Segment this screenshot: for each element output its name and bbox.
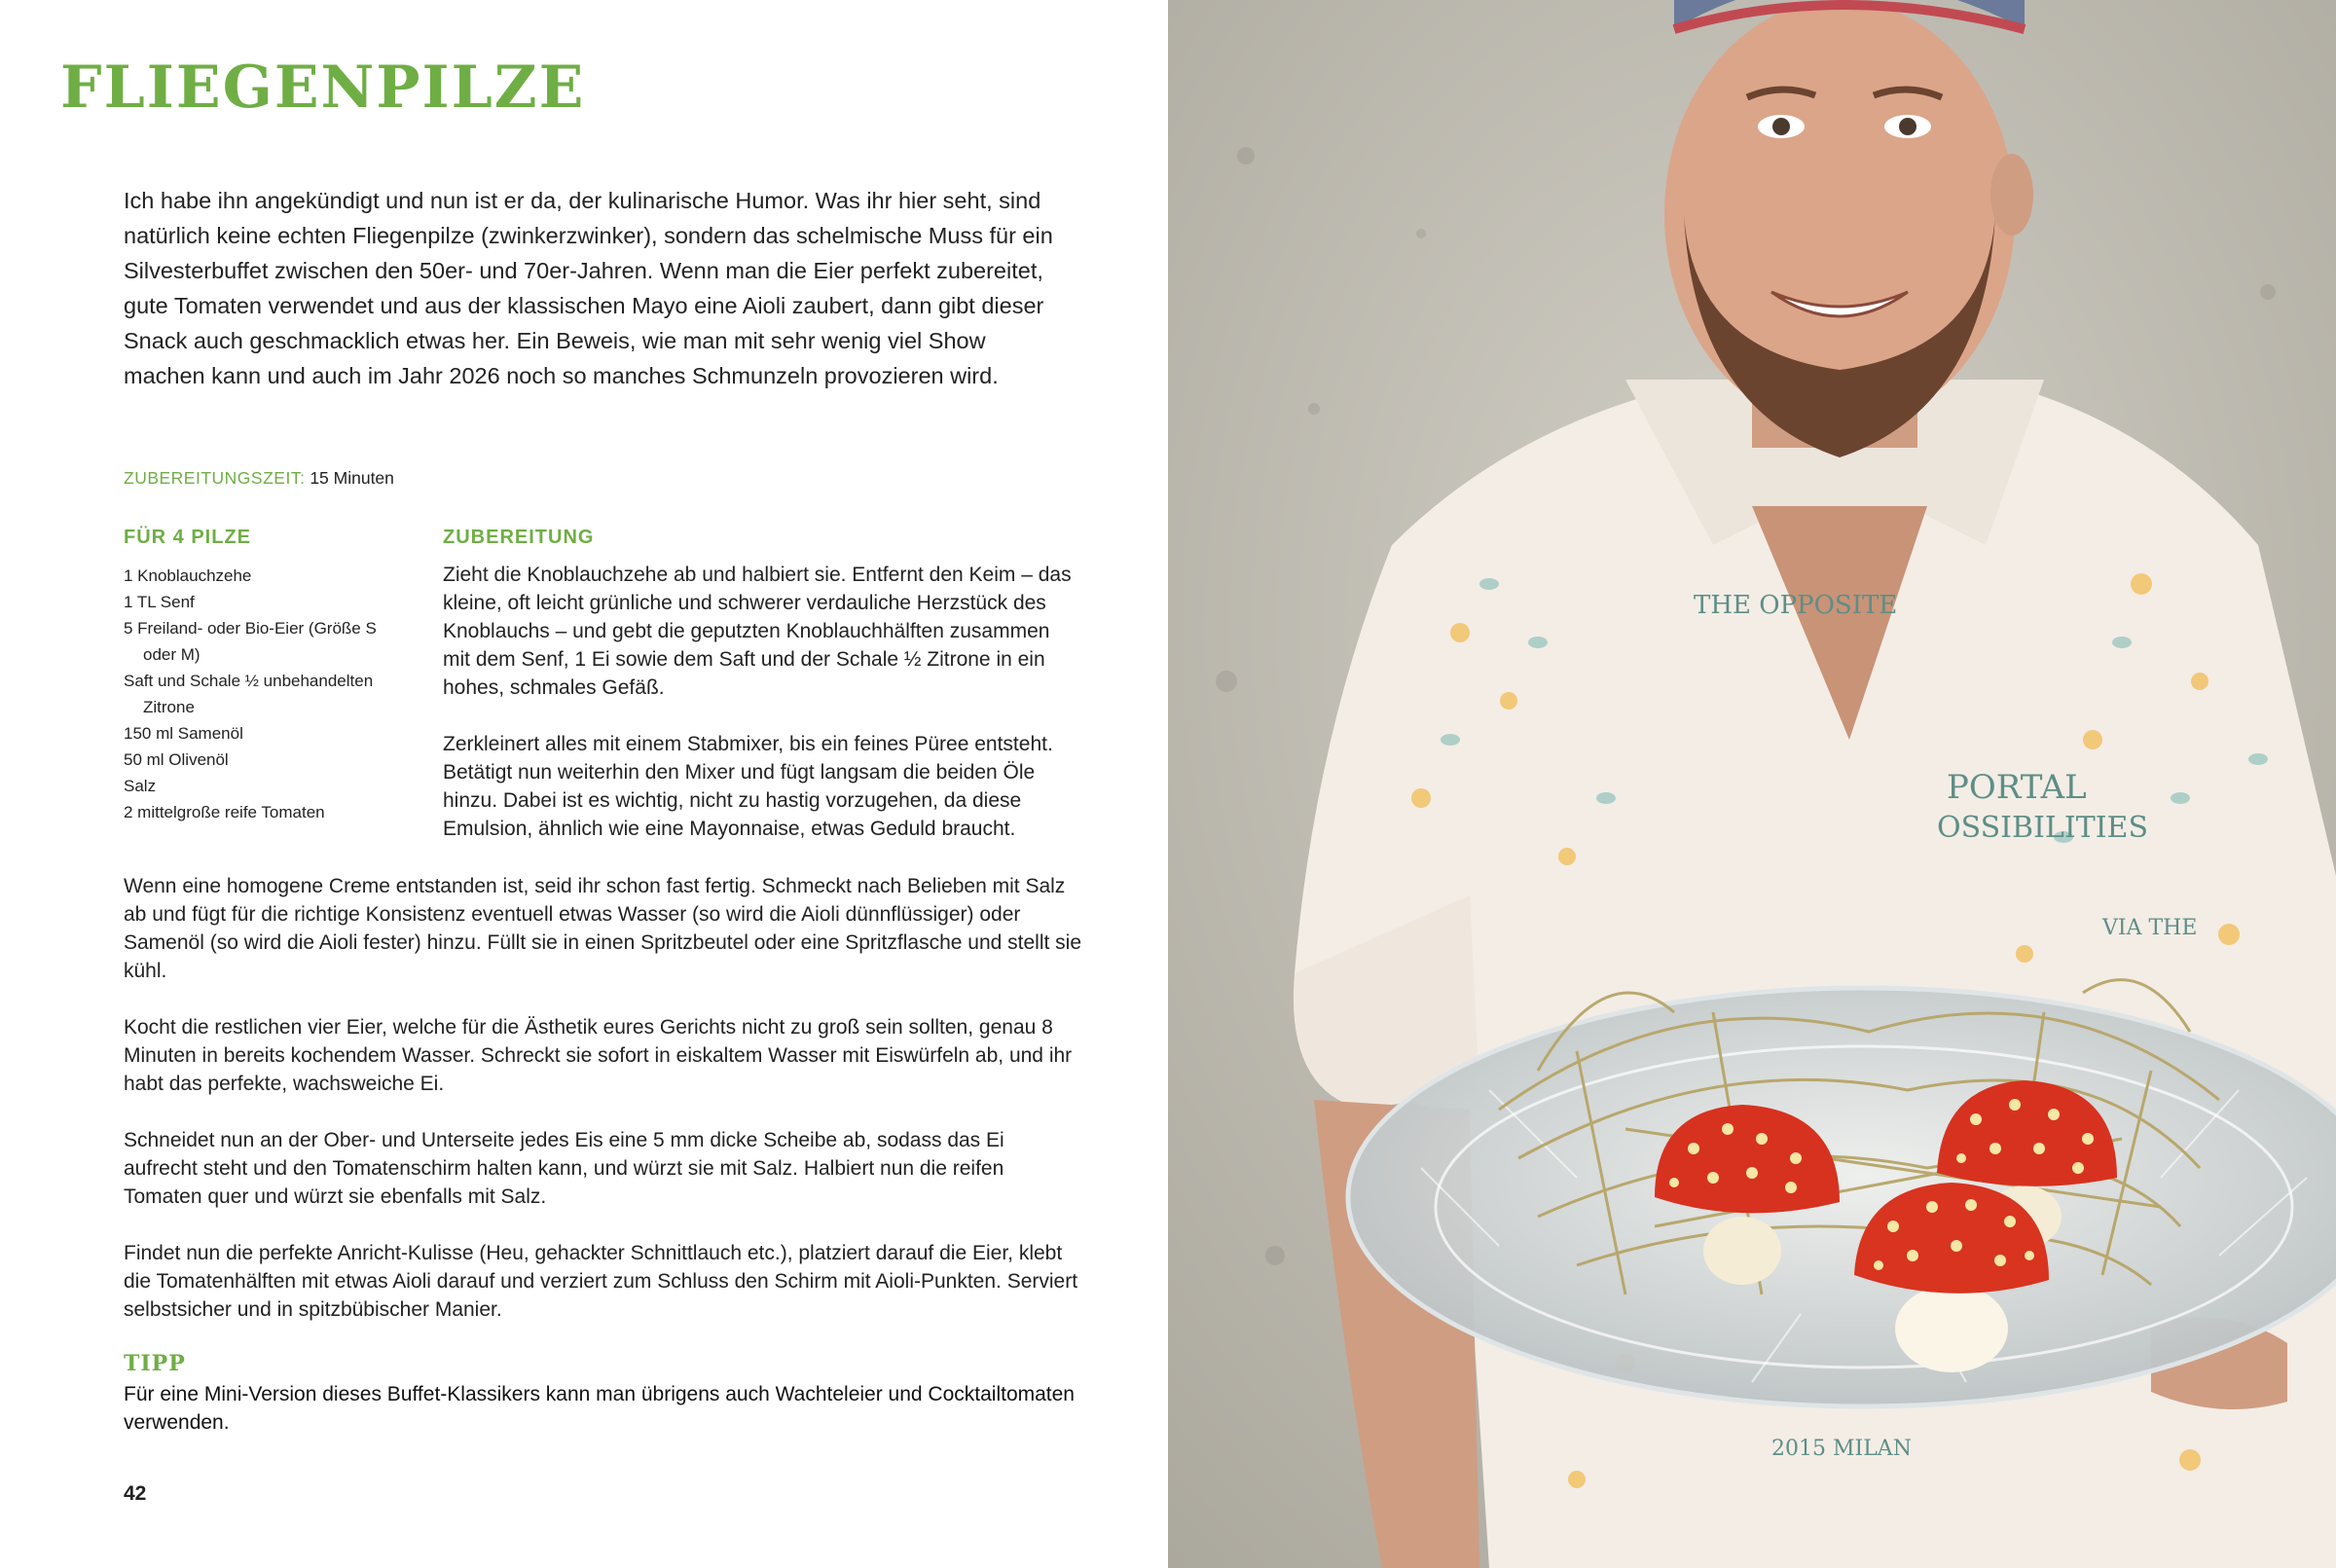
shirt-print-text: OSSIBILITIES [1937, 811, 2149, 845]
preparation-heading: ZUBEREITUNG [443, 527, 595, 548]
chef-photo [1168, 0, 2336, 1568]
intro-paragraph: Ich habe ihn angekündigt und nun ist er da, der kulinarische Humor. Was ihr hier seht, sind natürlich keine echten Fliegenpilze (zwinkerzwinker), sondern das schelmische Muss für ein Silvesterbuffet zwischen den 50er- und 70er-Jahren. Wenn man die Eier perfekt zubereitet, gute Tomaten verwendet und aus der klassischen Mayo eine Aioli zaubert, dann gibt dieser Snack auch geschmacklich etwas her. Ein Beweis, wie man mit sehr wenig viel Show machen kann und auch im Jahr 2026 noch so manches Schmunzeln provozieren wird. [124, 188, 1053, 388]
prep-time-value: 15 Minuten [310, 468, 394, 488]
ingredients-list [124, 563, 406, 825]
preparation-step: Schneidet nun an der Ober- und Unterseite jedes Eis eine 5 mm dicke Scheibe ab, sodass das Ei aufrecht steht und den Tomatenschirm halten kann, und würzt sie mit Salz. Halbiert nun die reifen Tomaten quer und würzt sie ebenfalls mit Salz. [124, 1129, 1004, 1208]
ingredient-item: Salz [124, 777, 157, 795]
recipe-title: FLIEGENPILZE [60, 54, 586, 122]
ingredients-heading: FÜR 4 PILZE [124, 527, 252, 548]
shirt-print-text: 2015 MILAN [1771, 1437, 1912, 1461]
ingredient-item: 150 ml Samenöl [124, 724, 243, 743]
page-number: 42 [124, 1482, 147, 1505]
preparation-step: Findet nun die perfekte Anricht-Kulisse (Heu, gehackter Schnittlauch etc.), platziert darauf die Eier, klebt die Tomatenhälften mit etwas Aioli darauf und verziert zum Schluss den Schirm mit Aioli-Punkten. Serviert selbstsicher und in spitzbübischer Manier. [124, 1242, 1078, 1321]
preparation-step: Wenn eine homogene Creme entstanden ist, seid ihr schon fast fertig. Schmeckt nach Belieben mit Salz ab und fügt für die richtige Konsistenz eventuell etwas Wasser (so wird die Aioli dünnflüssiger) oder Samenöl (so wird die Aioli fester) hinzu. Füllt sie in einen Spritzbeutel oder eine Spritzflasche und stellt sie kühl. [124, 875, 1081, 982]
ingredient-item: 5 Freiland- oder Bio-Eier (Größe S oder M) [124, 619, 377, 664]
shirt-print-text: THE OPPOSITE [1694, 591, 1898, 620]
prep-time [124, 468, 394, 489]
preparation-continued [124, 872, 1082, 1352]
preparation-step: Zerkleinert alles mit einem Stabmixer, bis ein feines Püree entsteht. Betätigt nun weiterhin den Mixer und fügt langsam die beiden Öle hinzu. Dabei ist es wichtig, nicht zu hastig vorzugehen, da diese Emulsion, ähnlich wie eine Mayonnaise, etwas Geduld braucht. [443, 733, 1053, 840]
shirt-print-text: VIA THE [2102, 916, 2198, 940]
preparation-column [443, 561, 1076, 871]
tip-text: Für eine Mini-Version dieses Buffet-Klassikers kann man übrigens auch Wachteleier und Cocktailtomaten verwenden. [124, 1383, 1075, 1434]
ingredient-item: Saft und Schale ½ unbehandelten Zitrone [124, 672, 374, 716]
ingredient-item: 2 mittelgroße reife Tomaten [124, 803, 325, 821]
shirt-print-text: PORTAL [1947, 768, 2087, 807]
prep-time-label: ZUBEREITUNGSZEIT: [124, 468, 306, 488]
tip-heading: TIPP [124, 1351, 186, 1376]
glass-plate [1348, 988, 2336, 1406]
ingredient-item: 1 Knoblauchzehe [124, 566, 252, 585]
ingredient-item: 50 ml Olivenöl [124, 750, 229, 769]
preparation-step: Kocht die restlichen vier Eier, welche für die Ästhetik eures Gerichts nicht zu groß sein sollten, genau 8 Minuten in bereits kochendem Wasser. Schreckt sie sofort in eiskaltem Wasser mit Eiswürfeln ab, und ihr habt das perfekte, wachsweiche Ei. [124, 1016, 1073, 1095]
preparation-step: Zieht die Knoblauchzehe ab und halbiert sie. Entfernt den Keim – das kleine, oft leicht grünliche und schwerer verdauliche Herzstück des Knoblauchs – und gebt die geputzten Knoblauchhälften zusammen mit dem Senf, 1 Ei sowie dem Saft und der Schale ½ Zitrone in ein hohes, schmales Gefäß. [443, 564, 1072, 699]
ingredient-item: 1 TL Senf [124, 593, 195, 611]
